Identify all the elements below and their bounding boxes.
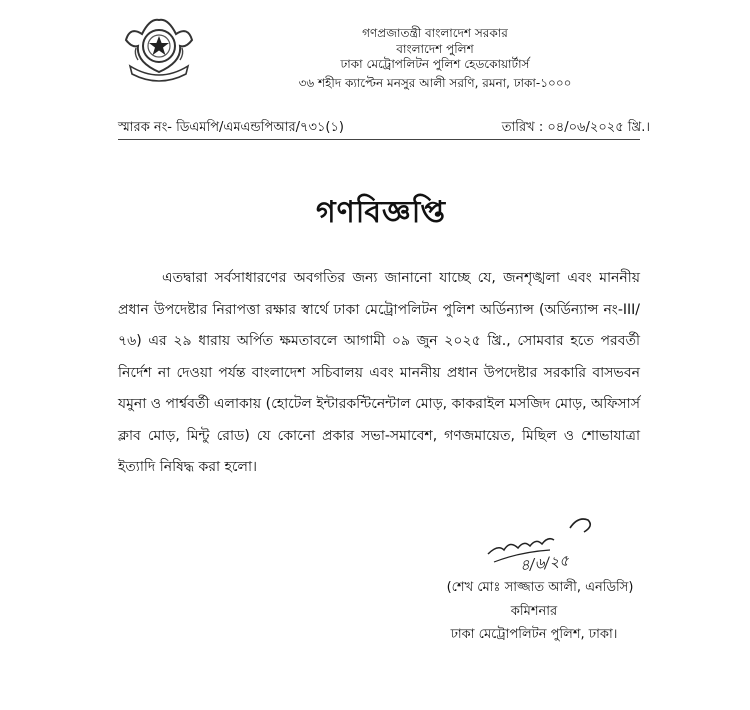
letterhead-dmp-hq: ঢাকা মেট্রোপলিটন পুলিশ হেডকোয়ার্টার্স (340, 57, 530, 71)
signatory-organization: ঢাকা মেট্রোপলিটন পুলিশ, ঢাকা। (450, 627, 618, 642)
notice-title: গণবিজ্ঞপ্তি (315, 195, 447, 230)
signature-date: ৪/৬/২৫ (519, 551, 570, 575)
memo-date: তারিখ : ০৪/০৬/২০২৫ খ্রি.। (501, 120, 650, 135)
notice-body (118, 263, 640, 484)
header-divider (118, 139, 640, 140)
signatory-name: (শেখ মোঃ সাজ্জাত আলী, এনডিসি) (446, 580, 634, 595)
signatory-designation: কমিশনার (510, 604, 558, 619)
memo-reference: স্মারক নং- ডিএমপি/এমএন্ডপিআর/৭৩১(১) (118, 120, 344, 135)
letterhead-address: ৩৬ শহীদ ক্যাপ্টেন মনসুর আলী সরণি, রমনা, ঢাকা-১০০০ (298, 76, 572, 90)
notice-body-text: এতদ্বারা সর্বসাধারণের অবগতির জন্য জানানো যাচ্ছে যে, জনশৃঙ্খলা এবং মাননীয় প্রধান উপদেষ্টার নিরাপত্তা রক্ষার স্বার্থে ঢাকা মেট্রোপলিটন পুলিশ অর্ডিন্যান্স (অর্ডিন্যান্স নং-III/৭৬) এর ২৯ ধারায় অর্পিত ক্ষমতাবলে আগামী ০৯ জুন ২০২৫ খ্রি., সোমবার হতে পরবর্তী নির্দেশ না দেওয়া পর্যন্ত বাংলাদেশ সচিবালয় এবং মাননীয় প্রধান উপদেষ্টার সরকারি বাসভবন যমুনা ও পার্শ্ববর্তী এলাকায় (হোটেল ইন্টারকন্টিনেন্টাল মোড়, কাকরাইল মসজিদ মোড়, অফিসার্স ক্লাব মোড়, মিন্টু রোড) যে কোনো প্রকার সভা-সমাবেশ, গণজমায়েত, মিছিল ও শোভাযাত্রা ইত্যাদি নিষিদ্ধ করা হলো। (118, 270, 640, 475)
letterhead-government: গণপ্রজাতন্ত্রী বাংলাদেশ সরকার (362, 26, 508, 40)
letterhead-police: বাংলাদেশ পুলিশ (396, 42, 474, 56)
